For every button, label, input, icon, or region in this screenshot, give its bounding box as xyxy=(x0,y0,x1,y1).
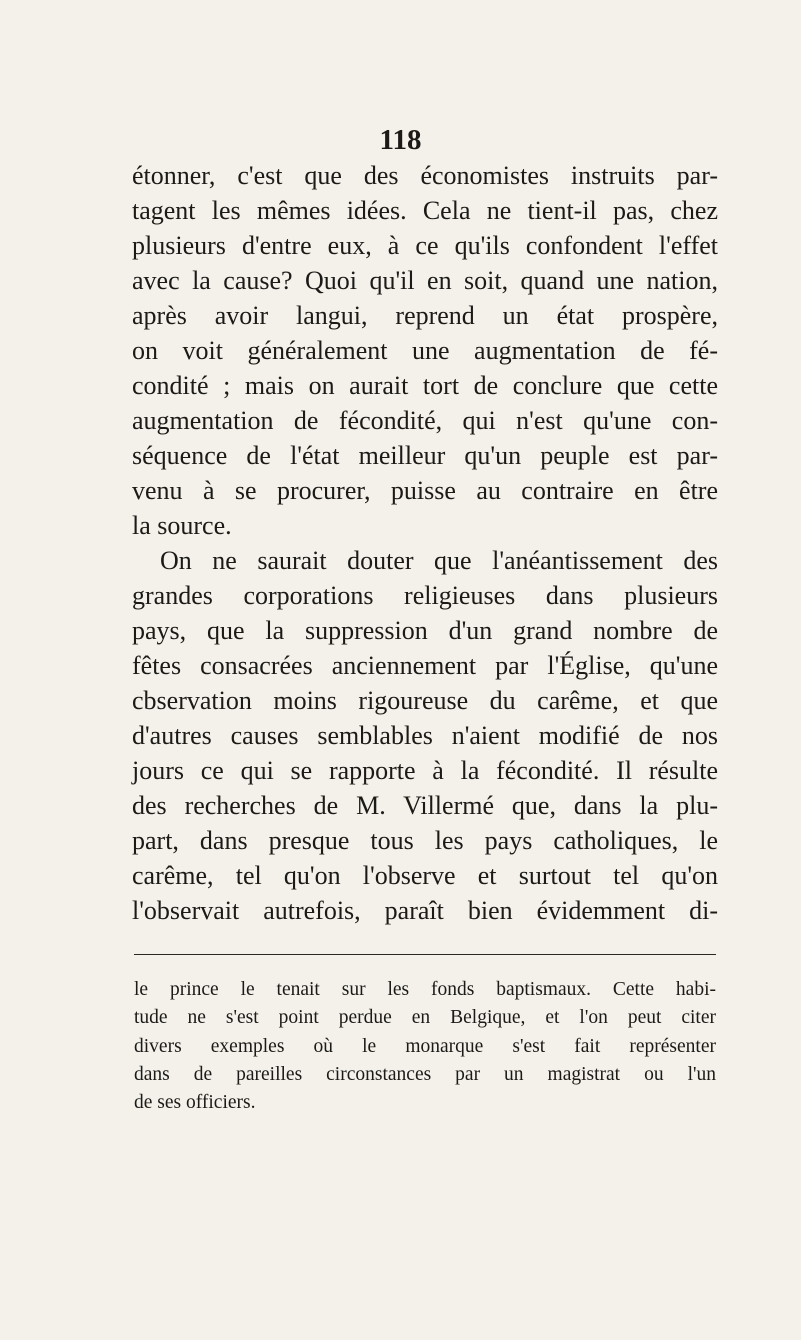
body-line: augmentation de fécondité, qui n'est qu'une con- xyxy=(132,406,718,435)
footnote xyxy=(134,976,716,1117)
body-line: venu à se procurer, puisse au contraire en être xyxy=(132,476,718,505)
body-line: après avoir langui, reprend un état prospère, xyxy=(132,301,718,330)
body-line: la source. xyxy=(132,511,232,540)
footnote-line: tude ne s'est point perdue en Belgique, et l'on peut citer xyxy=(134,1007,716,1029)
body-line: part, dans presque tous les pays catholiques, le xyxy=(132,826,718,855)
footnote-line: de ses officiers. xyxy=(134,1092,256,1114)
body-line: fêtes consacrées anciennement par l'Église, qu'une xyxy=(132,651,718,680)
body-line: séquence de l'état meilleur qu'un peuple est par- xyxy=(132,441,718,470)
page-number: 118 xyxy=(379,124,422,156)
footnote-line: divers exemples où le monarque s'est fait représenter xyxy=(134,1035,716,1057)
body-line: On ne saurait douter que l'anéantissement des xyxy=(160,546,718,575)
body-line: étonner, c'est que des économistes instruits par- xyxy=(132,161,718,190)
body-line: avec la cause? Quoi qu'il en soit, quand une nation, xyxy=(132,266,718,295)
body-line: carême, tel qu'on l'observe et surtout tel qu'on xyxy=(132,861,718,890)
body-line: jours ce qui se rapporte à la fécondité. Il résulte xyxy=(132,756,718,785)
body-line: tagent les mêmes idées. Cela ne tient-il pas, chez xyxy=(132,196,718,225)
body-line: pays, que la suppression d'un grand nombre de xyxy=(132,616,718,645)
body-line: des recherches de M. Villermé que, dans la plu- xyxy=(132,791,718,820)
body-line: condité ; mais on aurait tort de conclure que cette xyxy=(132,371,718,400)
footnote-line: dans de pareilles circonstances par un magistrat ou l'un xyxy=(134,1063,716,1085)
body-line: on voit généralement une augmentation de fé- xyxy=(132,336,718,365)
body-line: grandes corporations religieuses dans plusieurs xyxy=(132,581,718,610)
footnote-divider xyxy=(134,954,716,955)
body-line: l'observait autrefois, paraît bien évidemment di- xyxy=(132,896,718,925)
body-line: d'autres causes semblables n'aient modifié de nos xyxy=(132,721,718,750)
body-text xyxy=(132,158,718,928)
footnote-line: le prince le tenait sur les fonds baptismaux. Cette habi- xyxy=(134,979,716,1000)
body-line: plusieurs d'entre eux, à ce qu'ils confondent l'effet xyxy=(132,231,718,260)
body-line: cbservation moins rigoureuse du carême, et que xyxy=(132,686,718,715)
